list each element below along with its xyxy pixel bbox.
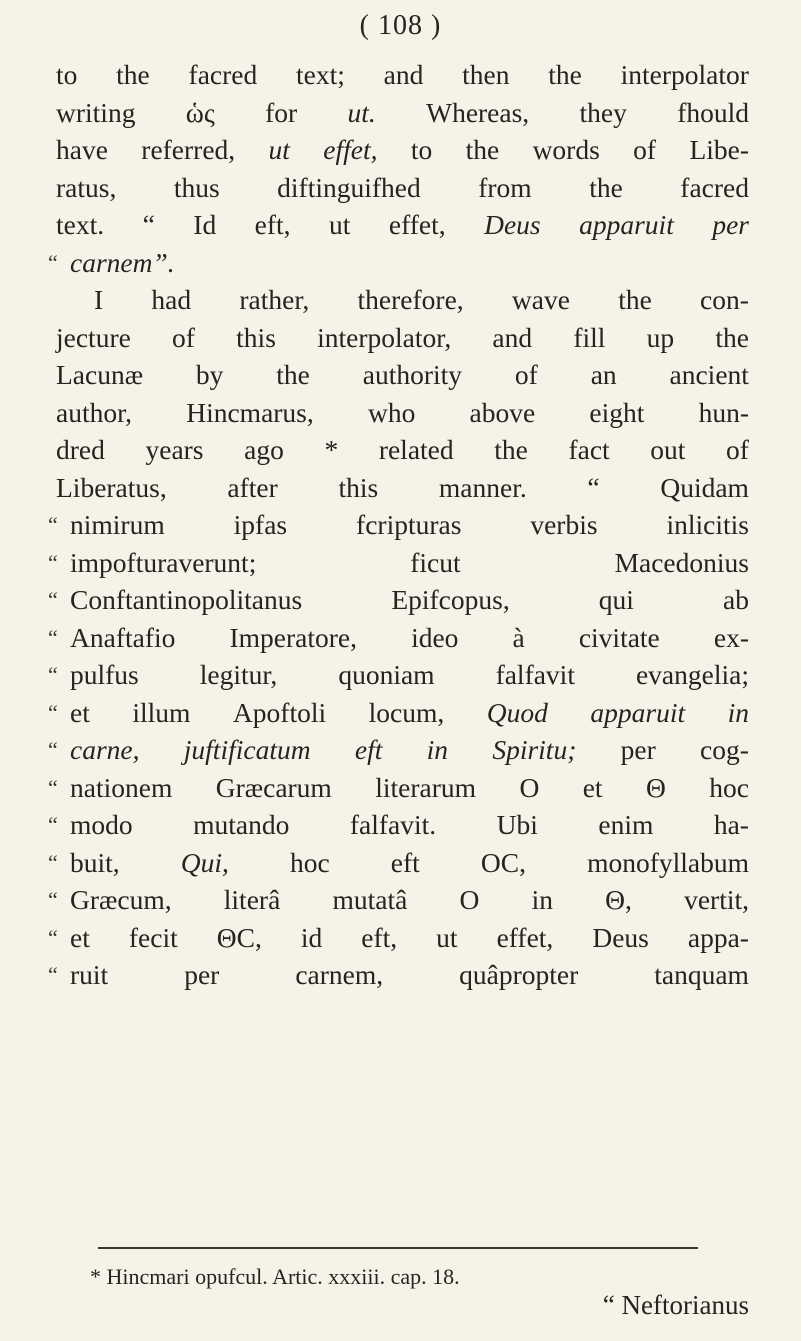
line-text: nimirum ipfas fcripturas verbis inlicitis: [70, 509, 749, 540]
text-line: [48, 581, 749, 619]
quote-mark: “: [48, 249, 58, 275]
quote-mark: “: [48, 849, 58, 875]
text-line: [56, 131, 749, 169]
quote-mark: “: [48, 812, 58, 837]
text-line: [56, 356, 749, 394]
catchword: “ Neftorianus: [602, 1290, 749, 1320]
text-line: [48, 656, 749, 694]
line-text: jecture of this interpolator, and fill up the: [56, 321, 749, 353]
line-text: impofturaverunt; ficut Macedonius: [70, 546, 749, 578]
line-text: Liberatus, after this manner. “ Quidam: [56, 471, 749, 503]
line-text: Græcum, literâ mutatâ O in Θ, vertit,: [70, 884, 749, 915]
text-line: [48, 881, 749, 919]
text-line: [48, 544, 749, 582]
text-line: [48, 919, 749, 957]
text-line: [56, 281, 749, 319]
quote-mark: “: [48, 587, 58, 612]
line-text: I had rather, therefore, wave the con-: [94, 284, 749, 315]
text-line: [48, 731, 749, 769]
line-text: writing ὡς for ut. Whereas, they fhould: [56, 96, 749, 128]
page-number: ( 108 ): [359, 10, 442, 41]
body-text: [48, 56, 749, 994]
quote-mark: “: [48, 512, 58, 537]
line-text: et illum Apoftoli locum, Quod apparuit in: [70, 696, 749, 728]
line-text: Anaftafio Imperatore, ideo à civitate ex-: [70, 621, 749, 653]
text-line: [48, 956, 749, 994]
line-text: carne, juftificatum eft in Spiritu; per cog-: [70, 734, 749, 765]
text-line: [56, 169, 749, 207]
text-line: [56, 94, 749, 132]
text-line: [48, 619, 749, 657]
text-line: [56, 394, 749, 432]
line-text: carnem”.: [70, 246, 175, 278]
line-text: have referred, ut effet, to the words of Libe-: [56, 134, 749, 165]
line-text: nationem Græcarum literarum O et Θ hoc: [70, 771, 749, 803]
line-text: Conftantinopolitanus Epifcopus, qui ab: [70, 584, 749, 615]
line-text: modo mutando falfavit. Ubi enim ha-: [70, 809, 749, 840]
line-text: buit, Qui, hoc eft OC, monofyllabum: [70, 846, 749, 878]
line-text: ruit per carnem, quâpropter tanquam: [70, 959, 749, 990]
text-line: [48, 769, 749, 807]
quote-mark: “: [48, 887, 58, 912]
text-line: [56, 431, 749, 469]
line-text: author, Hincmarus, who above eight hun-: [56, 396, 749, 428]
quote-mark: “: [48, 962, 58, 987]
quote-mark: “: [48, 774, 58, 800]
text-line: [48, 806, 749, 844]
text-line: [56, 206, 749, 244]
line-text: Lacunæ by the authority of an ancient: [56, 359, 749, 390]
line-text: to the facred text; and then the interpolator: [56, 59, 749, 90]
quote-mark: “: [48, 737, 58, 762]
quote-mark: “: [48, 699, 58, 725]
text-line: [48, 244, 749, 282]
text-line: [48, 844, 749, 882]
text-line: [56, 469, 749, 507]
quote-mark: “: [48, 662, 58, 687]
line-text: dred years ago * related the fact out of: [56, 434, 749, 465]
line-text: et fecit ΘC, id eft, ut effet, Deus appa-: [70, 921, 749, 953]
footnote-rule: [98, 1247, 698, 1249]
text-line: [48, 506, 749, 544]
line-text: ratus, thus diftinguifhed from the facred: [56, 171, 749, 203]
text-line: [56, 56, 749, 94]
quote-mark: “: [48, 624, 58, 650]
footnote: * Hincmari opufcul. Artic. xxxiii. cap. 18.: [90, 1264, 460, 1289]
text-line: [48, 694, 749, 732]
line-text: text. “ Id eft, ut effet, Deus apparuit per: [56, 209, 749, 240]
line-text: pulfus legitur, quoniam falfavit evangelia;: [70, 659, 749, 690]
text-line: [56, 319, 749, 357]
quote-mark: “: [48, 549, 58, 575]
quote-mark: “: [48, 924, 58, 950]
